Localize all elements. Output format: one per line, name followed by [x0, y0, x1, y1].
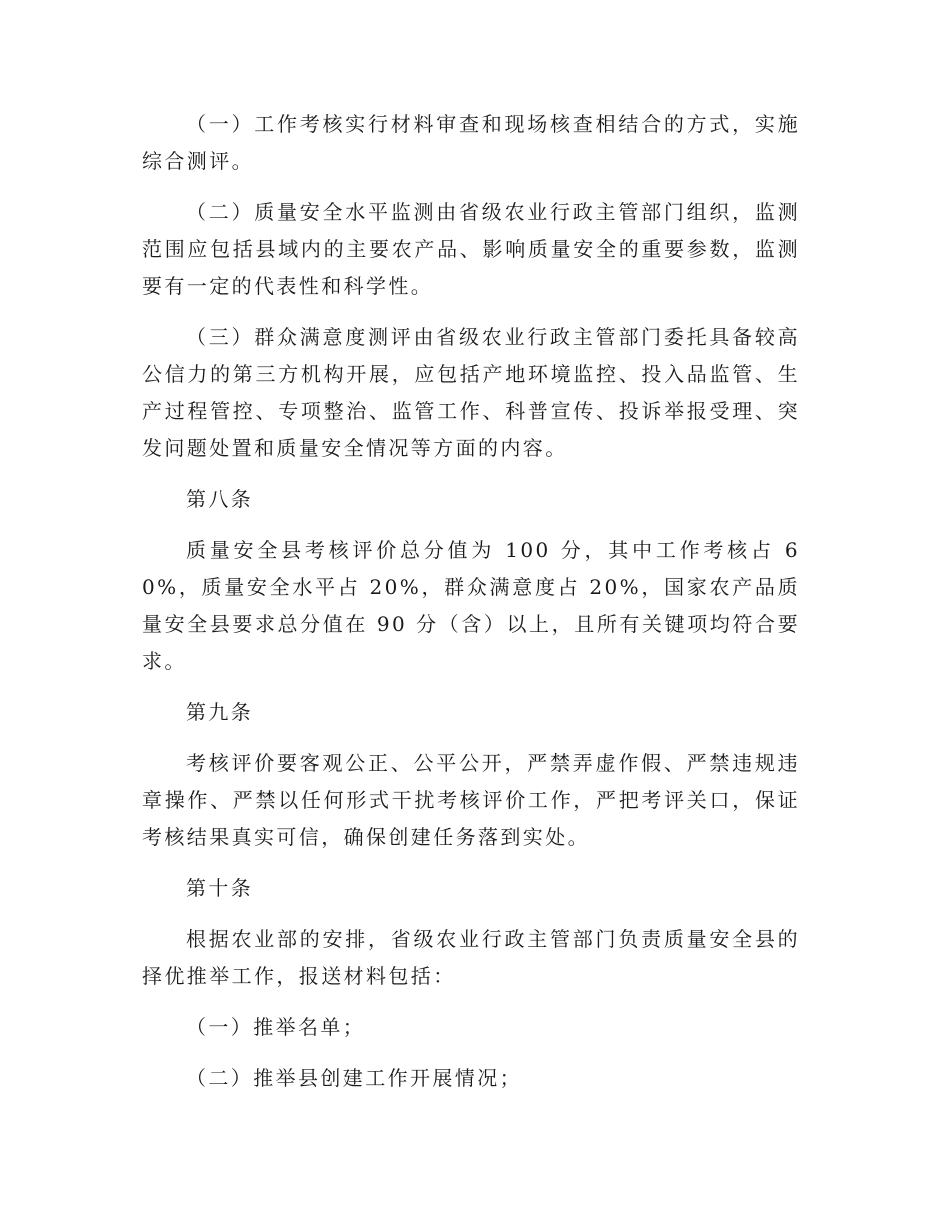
list-item-2: （二）推举县创建工作开展情况； — [186, 1066, 522, 1090]
article-heading-9: 第九条 — [186, 700, 254, 724]
paragraph-item-2: （二）质量安全水平监测由省级农业行政主管部门组织，监测范围应包括县域内的主要农产品、影响质量安全的重要参数，监测要有一定的代表性和科学性。 — [142, 200, 800, 298]
paragraph-article-10: 根据农业部的安排，省级农业行政主管部门负责质量安全县的择优推举工作，报送材料包括： — [142, 927, 800, 988]
paragraph-article-9: 考核评价要客观公正、公平公开，严禁弄虚作假、严禁违规违章操作、严禁以任何形式干扰考核评价工作，严把考评关口，保证考核结果真实可信，确保创建任务落到实处。 — [142, 751, 800, 849]
paragraph-article-8: 质量安全县考核评价总分值为 100 分，其中工作考核占 60%，质量安全水平占 20%，群众满意度占 20%，国家农产品质量安全县要求总分值在 90 分（含）以上，且所有关键项均符合要求。 — [142, 538, 800, 673]
paragraph-item-3: （三）群众满意度测评由省级农业行政主管部门委托具备较高公信力的第三方机构开展，应包括产地环境监控、投入品监管、生产过程管控、专项整治、监管工作、科普宣传、投诉举报受理、突发问题处置和质量安全情况等方面的内容。 — [142, 325, 800, 460]
paragraph-item-1: （一）工作考核实行材料审查和现场核查相结合的方式，实施综合测评。 — [142, 112, 800, 173]
article-heading-10: 第十条 — [186, 876, 254, 900]
document-body — [142, 106, 800, 1111]
list-item-1: （一）推举名单； — [186, 1015, 366, 1039]
article-heading-8: 第八条 — [186, 487, 254, 511]
